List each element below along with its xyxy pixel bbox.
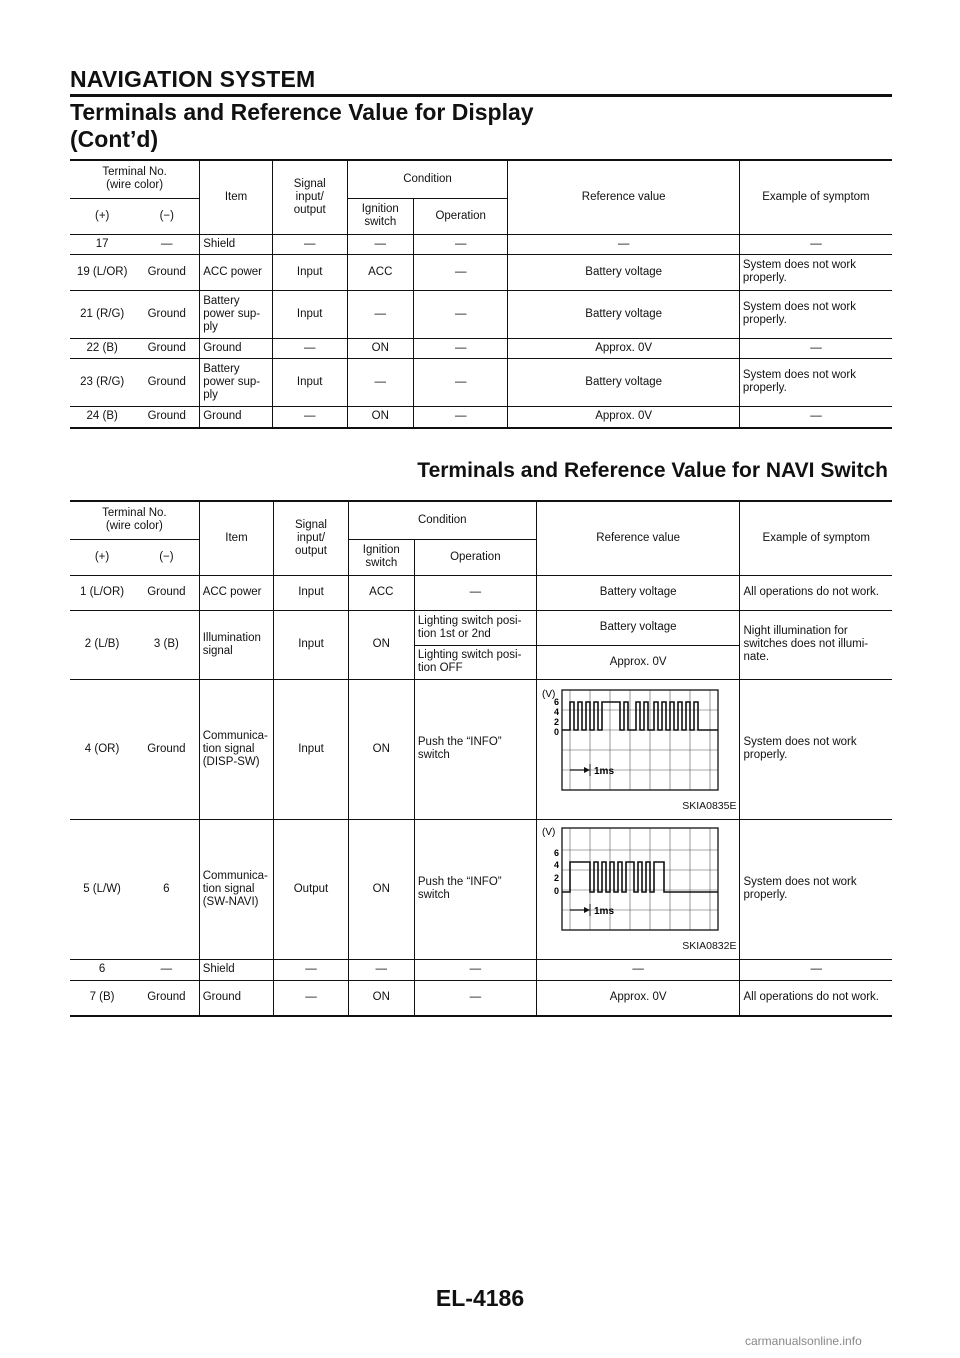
col-signal: Signal input/ output <box>272 160 347 234</box>
svg-text:(V): (V) <box>541 826 556 838</box>
col-condition: Condition <box>347 160 508 198</box>
svg-text:4: 4 <box>553 706 559 717</box>
table-row: 19 (L/OR) Ground ACC power Input ACC — Battery voltage System does not work properly. <box>70 254 892 290</box>
figure-code: SKIA0835E <box>682 799 737 812</box>
table-row: 5 (L/W) 6 Communica- tion signal (SW-NAVI) Output ON Push the “INFO” switch (V) 6 4 2 0 1ms SKIA0832E System does not work properly. <box>70 819 892 959</box>
page-number: EL-4186 <box>435 1285 525 1311</box>
col-symptom: Example of symptom <box>739 160 892 234</box>
table-row: 4 (OR) Ground Communica- tion signal (DISP-SW) Input ON Push the “INFO” switch (V) 6 4 2 0 1ms SKIA0835E System does not work properly. <box>70 679 892 819</box>
col-condition: Condition <box>348 501 536 539</box>
col-terminal-no: Terminal No. (wire color) <box>70 501 199 539</box>
system-title: NAVIGATION SYSTEM <box>70 66 316 92</box>
svg-text:6: 6 <box>553 696 559 707</box>
waveform-cell <box>536 819 740 959</box>
svg-text:2: 2 <box>553 872 559 883</box>
col-minus: (−) <box>134 198 199 234</box>
waveform-cell <box>536 679 740 819</box>
col-ignition: Ignition switch <box>348 539 414 575</box>
col-ignition: Ignition switch <box>347 198 413 234</box>
col-operation: Operation <box>414 539 536 575</box>
table-row: 6 — Shield — — — — — <box>70 959 892 980</box>
col-item: Item <box>199 501 274 575</box>
col-plus: (+) <box>70 198 134 234</box>
col-terminal-no: Terminal No. (wire color) <box>70 160 200 198</box>
table-row: 17 — Shield — — — — — <box>70 234 892 254</box>
header-rule <box>70 94 892 97</box>
col-symptom: Example of symptom <box>740 501 892 575</box>
table-row: 2 (L/B) 3 (B) Illumination signal Input ON Lighting switch posi- tion 1st or 2nd Battery voltage Night illumination for switches does not illumi- nate. <box>70 610 892 645</box>
page-title: Terminals and Reference Value for Display (Cont’d) <box>70 99 534 152</box>
svg-text:1ms: 1ms <box>593 765 614 777</box>
navi-section-title: Terminals and Reference Value for NAVI Switch <box>417 459 888 482</box>
svg-text:0: 0 <box>553 726 559 737</box>
svg-text:0: 0 <box>553 885 559 896</box>
page-header <box>70 66 890 153</box>
svg-text:2: 2 <box>553 716 559 727</box>
col-reference: Reference value <box>536 501 740 575</box>
svg-text:(V): (V) <box>541 688 556 700</box>
table-row: Lighting switch posi- tion OFF Approx. 0V <box>70 645 892 679</box>
svg-text:1ms: 1ms <box>593 905 614 917</box>
navi-switch-terminal-table <box>70 500 892 1017</box>
table-row: 22 (B) Ground Ground — ON — Approx. 0V — <box>70 338 892 358</box>
col-reference: Reference value <box>508 160 739 234</box>
waveform-sw-navi <box>540 826 730 938</box>
table-row: 24 (B) Ground Ground — ON — Approx. 0V — <box>70 406 892 428</box>
table-row: 23 (R/G) Ground Battery power sup- ply Input — — Battery voltage System does not work properly. <box>70 358 892 406</box>
waveform-disp-sw <box>540 688 730 798</box>
table-row: 21 (R/G) Ground Battery power sup- ply Input — — Battery voltage System does not work properly. <box>70 290 892 338</box>
col-item: Item <box>200 160 273 234</box>
svg-text:6: 6 <box>553 847 559 858</box>
table-row: 1 (L/OR) Ground ACC power Input ACC — Battery voltage All operations do not work. <box>70 575 892 610</box>
svg-text:4: 4 <box>553 859 559 870</box>
display-terminal-table <box>70 159 892 429</box>
col-operation: Operation <box>414 198 508 234</box>
watermark: carmanualsonline.info <box>745 1334 862 1348</box>
figure-code: SKIA0832E <box>682 939 737 952</box>
col-signal: Signal input/ output <box>274 501 348 575</box>
table-row: 7 (B) Ground Ground — ON — Approx. 0V All operations do not work. <box>70 980 892 1016</box>
col-plus: (+) <box>70 539 134 575</box>
col-minus: (−) <box>134 539 199 575</box>
